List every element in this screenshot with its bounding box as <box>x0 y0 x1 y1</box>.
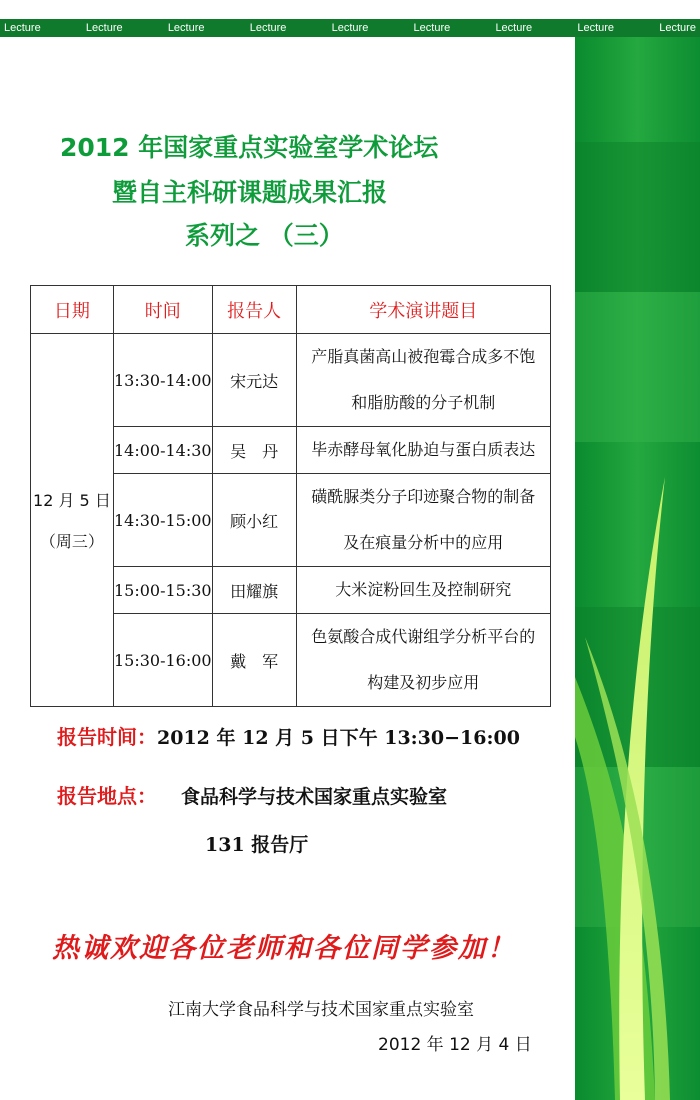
time-cell: 13:30-14:00 <box>113 334 212 427</box>
speaker-cell: 顾小红 <box>212 474 296 567</box>
table-row <box>31 334 551 427</box>
topic-line: 构建及初步应用 <box>367 673 480 692</box>
title-line-1: 2012 年国家重点实验室学术论坛 <box>60 133 439 162</box>
banner-label: Lecture <box>249 22 287 34</box>
top-banner <box>0 19 700 37</box>
topic-cell <box>296 474 550 567</box>
speaker-cell: 田耀旗 <box>212 567 296 614</box>
banner-label: Lecture <box>167 22 205 34</box>
header-date: 日期 <box>31 286 114 334</box>
title-line-2: 暨自主科研课题成果汇报 <box>112 178 388 207</box>
footer-organization: 江南大学食品科学与技术国家重点实验室 <box>168 1000 474 1020</box>
time-cell: 14:00-14:30 <box>113 427 212 474</box>
schedule-table <box>30 285 551 707</box>
report-place-value: 食品科学与技术国家重点实验室 <box>181 786 448 808</box>
report-time-line <box>57 721 520 750</box>
topic-cell <box>296 334 550 427</box>
topic-line: 大米淀粉回生及控制研究 <box>335 580 512 599</box>
topic-line: 产脂真菌高山被孢霉合成多不饱 <box>311 347 536 366</box>
title-line-3: 系列之 （三） <box>185 221 344 250</box>
banner-label: Lecture <box>577 22 615 34</box>
report-time-value: 2012 年 12 月 5 日下午 13:30−16:00 <box>157 727 520 749</box>
topic-line: 毕赤酵母氧化胁迫与蛋白质表达 <box>311 440 536 459</box>
table-header-row <box>31 286 551 334</box>
topic-line: 及在痕量分析中的应用 <box>343 533 504 552</box>
report-place-label: 报告地点： <box>57 784 157 808</box>
topic-cell <box>296 567 550 614</box>
report-room-value: 131 报告厅 <box>205 834 309 856</box>
time-cell: 14:30-15:00 <box>113 474 212 567</box>
topic-line: 色氨酸合成代谢组学分析平台的 <box>311 627 536 646</box>
time-cell: 15:00-15:30 <box>113 567 212 614</box>
topic-cell <box>296 427 550 474</box>
speaker-cell: 宋元达 <box>212 334 296 427</box>
banner-label: Lecture <box>4 22 41 34</box>
banner-label: Lecture <box>331 22 369 34</box>
weekday-text: （周三） <box>39 532 104 551</box>
footer-date: 2012 年 12 月 4 日 <box>378 1035 532 1055</box>
banner-label: Lecture <box>495 22 533 34</box>
report-place-line <box>57 780 447 809</box>
date-cell <box>31 334 114 707</box>
report-room-line <box>205 830 308 857</box>
banner-label: Lecture <box>413 22 451 34</box>
report-time-label: 报告时间： <box>57 725 157 749</box>
welcome-message: 热诚欢迎各位老师和各位同学参加！ <box>52 933 516 964</box>
topic-line: 和脂肪酸的分子机制 <box>351 393 496 412</box>
date-text: 12 月 5 日 <box>33 491 111 510</box>
banner-label: Lecture <box>85 22 123 34</box>
header-topic: 学术演讲题目 <box>296 286 550 334</box>
topic-line: 磺酰脲类分子印迹聚合物的制备 <box>311 487 536 506</box>
speaker-cell: 戴 军 <box>212 614 296 707</box>
header-speaker: 报告人 <box>212 286 296 334</box>
banner-label: Lecture <box>659 22 696 34</box>
speaker-cell: 吴 丹 <box>212 427 296 474</box>
header-time: 时间 <box>113 286 212 334</box>
time-cell: 15:30-16:00 <box>113 614 212 707</box>
topic-cell <box>296 614 550 707</box>
